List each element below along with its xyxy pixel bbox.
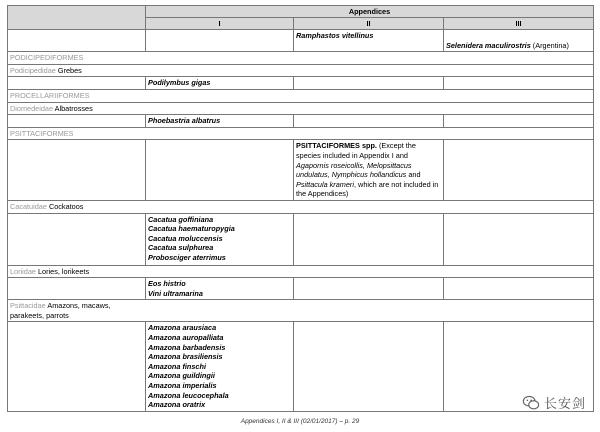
species-name: Selenidera maculirostris [446,40,531,50]
table-row [8,115,594,128]
watermark-text: 长安剑 [543,396,586,411]
family-row [8,64,594,77]
family-common-name: Lories, lorikeets [38,266,90,276]
species-name: Amazona auropalliata [148,333,224,343]
family-row [8,200,594,213]
table-row [8,322,594,411]
species-name: Amazona barbadensis [148,342,226,352]
psittaciformes-spp-note: PSITTACIFORMES spp. (Except the species included in Appendix I and Agapornis roseicollis, Melopsittacus undulatus, Nymphicus hollandicus and Psittacula krameri, which are not included in the Appendices) [294,140,444,201]
species-name: Amazona finschi [148,361,206,371]
page-footer: Appendices I, II & III (02/01/2017) – p. 29 [240,418,360,425]
species-name: Cacatua goffiniana [148,214,214,224]
family-name: Psittacidae [10,301,46,311]
species-name: Phoebastria albatrus [146,115,294,128]
appendices-page [7,5,593,412]
order-row [8,127,594,140]
family-name: Podicipedidae [10,65,56,75]
appendices-table [7,5,594,412]
family-name: Cacatuidae [10,201,47,211]
family-row [8,300,594,322]
header-appendix-2: II [294,17,444,30]
header-appendix-3: III [444,17,594,30]
species-name: Eos histrio [148,279,186,289]
species-name: Cacatua haematuropygia [148,224,235,234]
species-note: (Argentina) [532,40,569,50]
header-row [8,6,594,18]
species-name: Amazona brasiliensis [148,352,223,362]
order-psittaciformes: PSITTACIFORMES [8,127,594,140]
header-appendix-1: I [146,17,294,30]
header-appendices: Appendices [146,6,594,18]
species-name: Amazona leucocephala [148,390,229,400]
wechat-logo-icon [522,394,540,412]
species-name: Cacatua moluccensis [148,233,223,243]
header-blank-cell [8,6,146,30]
species-name: Probosciger aterrimus [148,252,226,262]
family-common-name: Amazons, macaws, parakeets, parrots [10,301,111,320]
species-name: Amazona arausiaca [148,323,217,333]
table-row [8,30,594,52]
species-list [146,213,294,265]
species-name: Amazona oratrix [148,400,206,410]
family-row [8,102,594,115]
order-podicipediformes: PODICIPEDIFORMES [8,52,594,65]
table-row [8,77,594,90]
order-procellariiformes: PROCELLARIIFORMES [8,89,594,102]
species-name: Cacatua sulphurea [148,243,214,253]
family-common-name: Grebes [57,65,82,75]
order-row [8,52,594,65]
table-row [8,213,594,265]
species-list [146,322,294,411]
table-row [8,140,594,201]
family-row [8,265,594,278]
table-row [8,278,594,300]
species-name: Podilymbus gigas [146,77,294,90]
species-list [146,278,294,300]
family-common-name: Albatrosses [54,103,93,113]
watermark [522,393,586,412]
family-name: Loriidae [10,266,36,276]
family-name: Diomedeidae [10,103,53,113]
order-row [8,89,594,102]
species-name: Ramphastos vitellinus [296,31,374,41]
species-name: Amazona guildingii [148,371,215,381]
species-name: Amazona imperialis [148,381,217,391]
species-name: Vini ultramarina [148,288,203,298]
family-common-name: Cockatoos [48,201,84,211]
